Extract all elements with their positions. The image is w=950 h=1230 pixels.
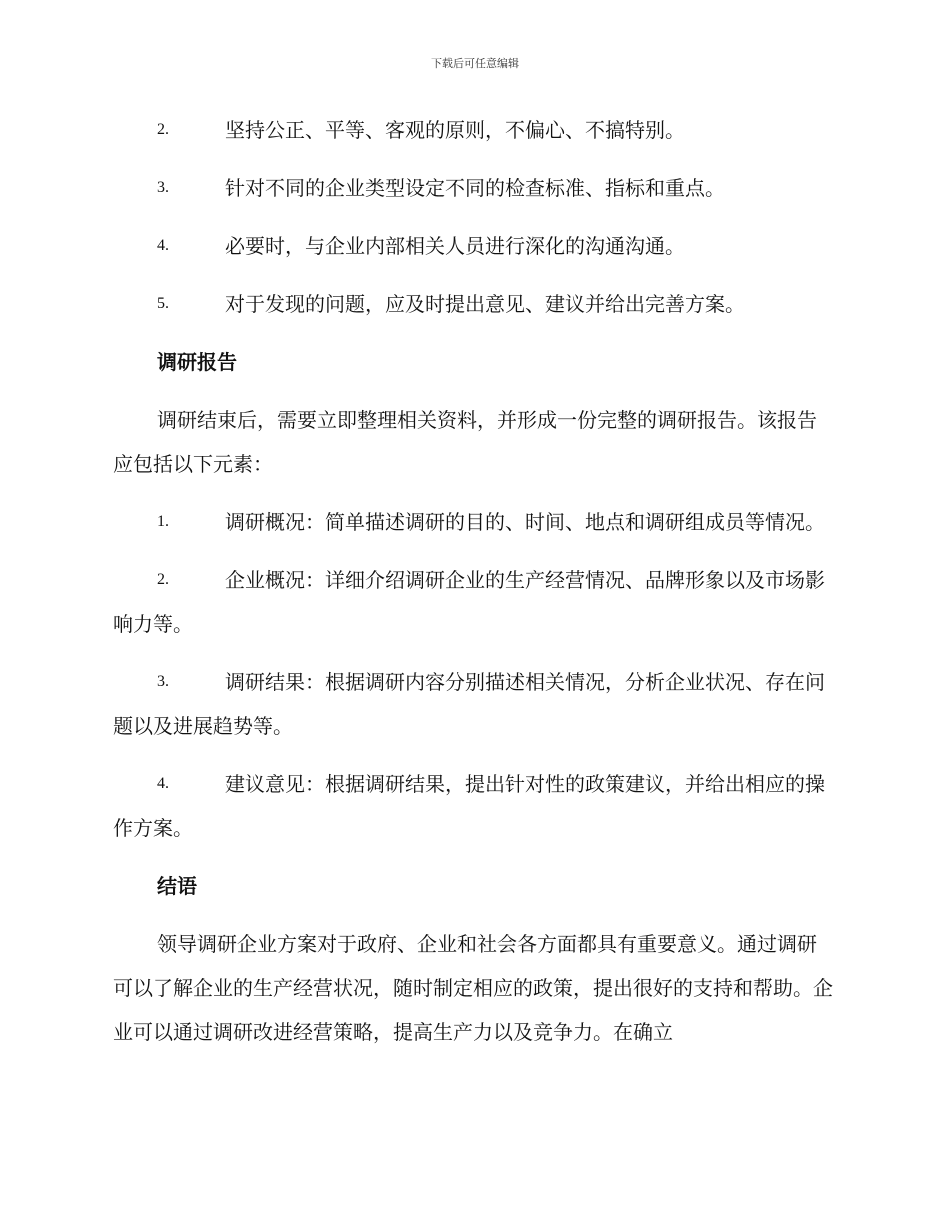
list-number: 1. (157, 513, 169, 530)
section-heading-conclusion: 结语 (157, 874, 197, 898)
list-text: 建议意见：根据调研结果，提出针对性的政策建议，并给出相应的操作方案。 (113, 772, 825, 840)
list-number: 3. (157, 673, 169, 690)
report-elements-list (113, 500, 833, 850)
page-header: 下载后可任意编辑 (431, 57, 519, 70)
list-text: 调研概况：简单描述调研的目的、时间、地点和调研组成员等情况。 (225, 510, 825, 534)
list-number: 3. (157, 179, 169, 196)
list-number: 4. (157, 237, 169, 254)
list-text: 必要时，与企业内部相关人员进行深化的沟通沟通。 (225, 234, 685, 258)
list-number: 5. (157, 295, 169, 312)
list-item (113, 166, 833, 210)
list-text: 调研结果：根据调研内容分别描述相关情况，分析企业状况、存在问题以及进展趋势等。 (113, 670, 825, 738)
list-text: 对于发现的问题，应及时提出意见、建议并给出完善方案。 (225, 292, 745, 316)
section-heading-report: 调研报告 (157, 350, 237, 374)
list-number: 2. (157, 571, 169, 588)
list-text: 企业概况：详细介绍调研企业的生产经营情况、品牌形象以及市场影响力等。 (113, 568, 825, 636)
conclusion-paragraph: 领导调研企业方案对于政府、企业和社会各方面都具有重要意义。通过调研可以了解企业的生产经营状况，随时制定相应的政策，提出很好的支持和帮助。企业可以通过调研改进经营策略，提高生产力以及竞争力。在确立 (113, 932, 833, 1044)
list-text: 针对不同的企业类型设定不同的检查标准、指标和重点。 (225, 176, 725, 200)
list-item (113, 224, 833, 268)
report-intro-paragraph: 调研结束后，需要立即整理相关资料，并形成一份完整的调研报告。该报告应包括以下元素： (113, 408, 817, 476)
list-number: 2. (157, 121, 169, 138)
list-item (113, 500, 833, 544)
list-number: 4. (157, 775, 169, 792)
document-body (113, 108, 833, 1068)
list-item (113, 108, 833, 152)
list-text: 坚持公正、平等、客观的原则，不偏心、不搞特别。 (225, 118, 685, 142)
list-item (113, 558, 833, 646)
list-item (113, 660, 833, 748)
principles-list (113, 108, 833, 326)
list-item (113, 762, 833, 850)
list-item (113, 282, 833, 326)
